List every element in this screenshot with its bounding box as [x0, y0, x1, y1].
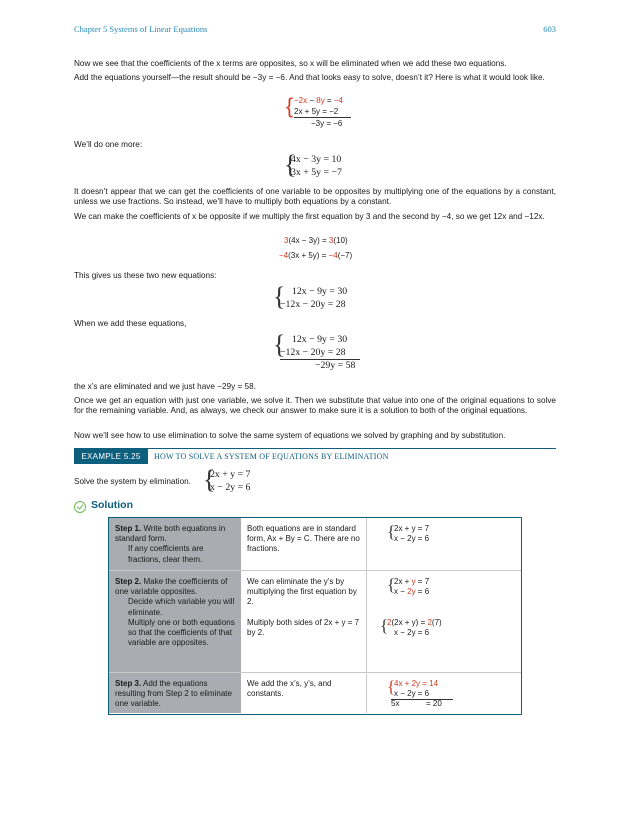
brace: { — [273, 330, 286, 359]
steps-table — [108, 517, 522, 715]
page-header — [74, 24, 556, 38]
paragraph: Once we get an equation with just one variable, we solve it. Then we substitute that value into one of the original equations to solve for the remaining variable. And, as always, we check our answer to make sure it is a solution to both of the original equations. — [74, 396, 556, 416]
paragraph: We can make the coefficients of x be opposite if we multiply the first equation by 3 and the second by −4, so we get 12x and −12x. — [74, 212, 545, 221]
brace: { — [286, 95, 294, 118]
system-4-sum: { 12x − 9y = 30 −12x − 20y = 28 −29y = 58 — [273, 332, 373, 372]
paragraph: the x’s are eliminated and we just have −29y = 58. — [74, 382, 256, 391]
page-number: 603 — [543, 24, 556, 34]
paragraph: We’ll do one more: — [74, 140, 143, 149]
paragraph: This gives us these two new equations: — [74, 271, 217, 280]
example-system: { 2x + y = 7 x − 2y = 6 — [203, 465, 251, 494]
chapter-title: Chapter 5 Systems of Linear Equations — [74, 24, 208, 34]
multiply-line-1: 3(4x − 3y) = 3(10) — [284, 236, 348, 245]
example-tag: EXAMPLE 5.25 — [74, 449, 148, 464]
step-row-1: Step 1. Write both equations in standard form. If any coefficients are fractions, clear them. Both equations are in standard form, Ax + By = C. There are no fractions. { 2x + y = 7 x − 2y = 6 — [109, 518, 521, 570]
system-3: { 12x − 9y = 30 −12x − 20y = 28 — [273, 282, 348, 311]
paragraph: Now we see that the coefficients of the x terms are opposites, so x will be eliminated when we add these two equations. — [74, 59, 507, 68]
sum-line — [294, 117, 351, 118]
paragraph: It doesn’t appear that we can get the coefficients of one variable to be opposites by multiplying one of the equations by a constant, unless we use fractions. So instead, we’ll have to multiply both equations by a constant. — [74, 187, 556, 207]
paragraph: Now we’ll see how to use elimination to solve the same system of equations we solved by graphing and by substitution. — [74, 431, 506, 440]
example-header — [74, 448, 556, 464]
check-circle-icon — [74, 501, 86, 513]
multiply-line-2: −4(3x + 5y) = −4(−7) — [279, 251, 353, 260]
brace: { — [203, 465, 216, 494]
brace: { — [273, 282, 286, 311]
example-title: HOW TO SOLVE A SYSTEM OF EQUATIONS BY ELIMINATION — [154, 452, 389, 461]
step-row-2: Step 2. Make the coefficients of one variable opposites. Decide which variable you will eliminate. Multiply one or both equations so that the coefficients of that variable are opposites. We can eliminate the y’s by multiplying the first equation by 2. Multiply both sides of 2x + y = 7 by 2. { 2x + y = 7 x − 2y = 6 { 2(2x + y) = 2(7) x − 2y = 6 — [109, 571, 521, 672]
paragraph: Add the equations yourself—the result should be −3y = −6. And that looks easy to solve, doesn’t it? Here is what it would look like. — [74, 73, 545, 82]
brace: { — [284, 150, 297, 179]
paragraph: When we add these equations, — [74, 319, 187, 328]
example-prompt: Solve the system by elimination. — [74, 477, 191, 486]
step-row-3: Step 3. Add the equations resulting from Step 2 to eliminate one variable. We add the x’s, y’s, and constants. { 4x + 2y = 14 x − 2y = 6 5x = 20 — [109, 673, 521, 713]
equation-sum-1: { −2x − 8y = −4 2x + 5y = −2 −3y = −6 — [286, 96, 366, 132]
system-2: { 4x − 3y = 10 3x + 5y = −7 — [284, 150, 342, 179]
